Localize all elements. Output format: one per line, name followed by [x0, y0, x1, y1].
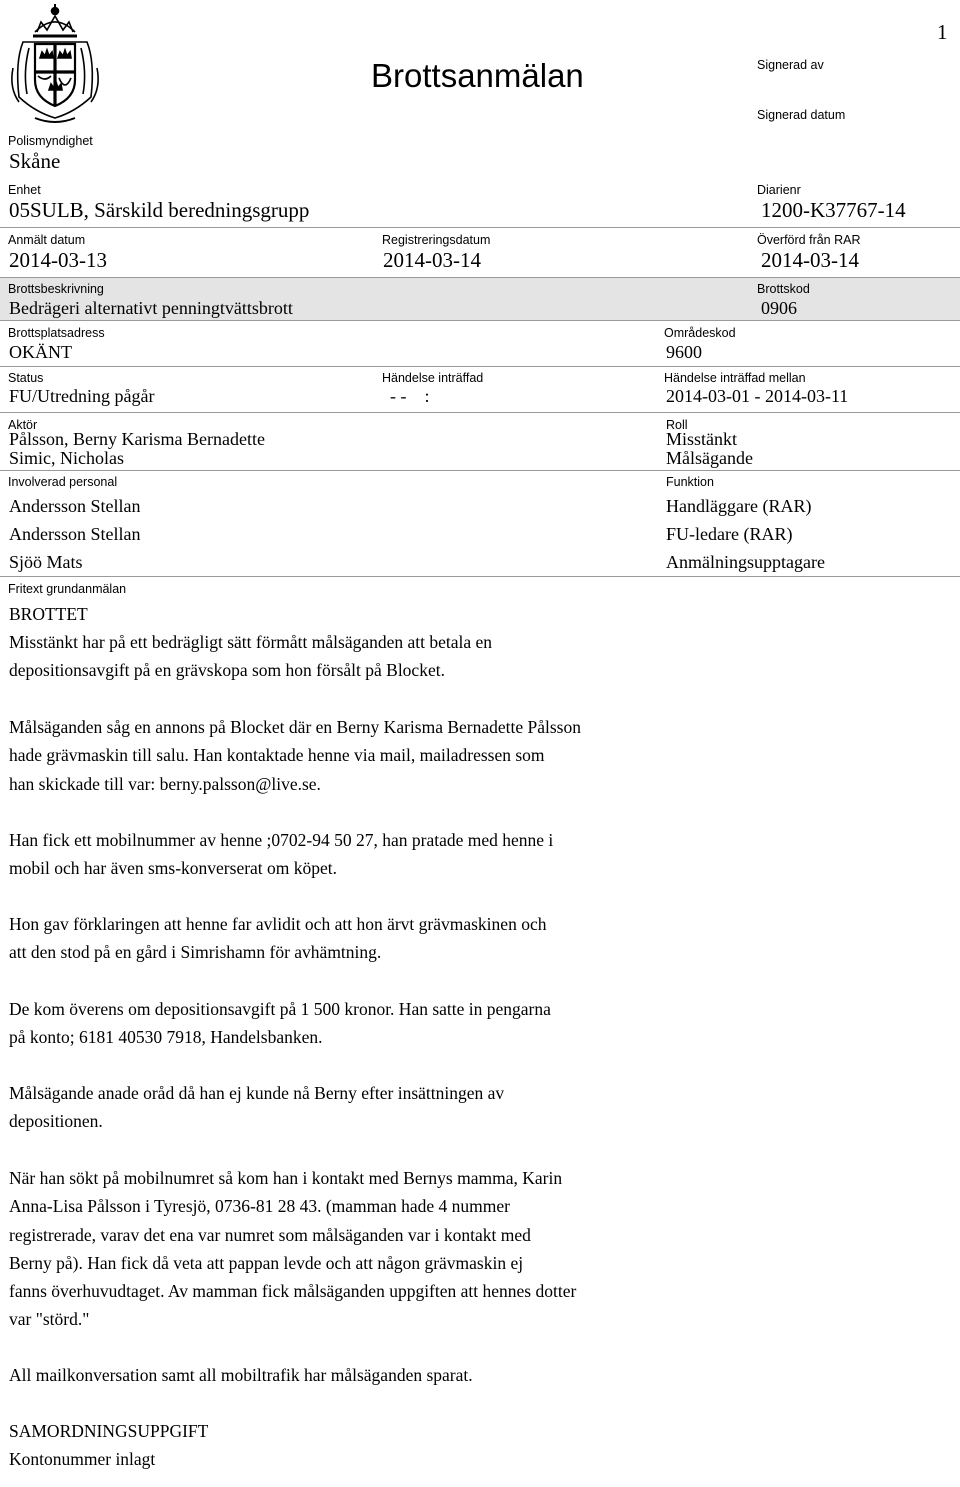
- paragraph: [9, 1361, 649, 1389]
- police-emblem-icon: [5, 2, 105, 128]
- registration-date-label: Registreringsdatum: [382, 233, 491, 247]
- paragraph: [9, 826, 649, 883]
- divider: [0, 277, 960, 278]
- reported-date-value: 2014-03-13: [9, 248, 107, 272]
- actor-name: Simic, Nicholas: [9, 448, 124, 468]
- text-line: Hon gav förklaringen att henne far avlidit och att hon ärvt grävmaskinen och: [9, 914, 547, 934]
- paragraph: [9, 1417, 649, 1474]
- text-line: på konto; 6181 40530 7918, Handelsbanken.: [9, 1027, 323, 1048]
- personnel-function: Anmälningsupptagare: [666, 552, 825, 572]
- text-line: De kom överens om depositionsavgift på 1 500 kronor. Han satte in pengarna: [9, 999, 551, 1019]
- text-line: Misstänkt har på ett bedrägligt sätt förmått målsäganden att betala en: [9, 632, 493, 652]
- personnel-function: Handläggare (RAR): [666, 496, 812, 516]
- actor-role: Målsägande: [666, 448, 753, 468]
- role-label: Roll: [666, 418, 688, 432]
- text-line: Målsäganden såg en annons på Blocket där en Berny Karisma Bernadette Pålsson: [9, 717, 581, 737]
- paragraph: [9, 995, 649, 1052]
- divider: [0, 412, 960, 413]
- paragraph: [9, 1079, 649, 1136]
- paragraph: [9, 910, 649, 967]
- paragraph: [9, 628, 649, 685]
- text-line: depositionsavgift på en grävskopa som hon försålt på Blocket.: [9, 660, 445, 681]
- event-occurred-value: - - :: [390, 386, 430, 406]
- personnel-function: FU-ledare (RAR): [666, 524, 793, 544]
- function-label: Funktion: [666, 475, 714, 489]
- area-code-label: Områdeskod: [664, 326, 736, 340]
- paragraph: [9, 713, 649, 798]
- authority-value: Skåne: [9, 149, 61, 173]
- crime-code-value: 0906: [761, 298, 797, 318]
- divider: [0, 227, 960, 228]
- freetext-heading: BROTTET: [9, 604, 88, 624]
- text-line: var "störd.": [9, 1309, 90, 1330]
- event-occurred-label: Händelse inträffad: [382, 371, 484, 385]
- personnel-label: Involverad personal: [8, 475, 118, 489]
- crime-description-value: Bedrägeri alternativt penningtvättsbrott: [9, 298, 293, 318]
- text-line: registrerade, varav det ena var numret som målsäganden var i kontakt med: [9, 1224, 531, 1245]
- personnel-name: Andersson Stellan: [9, 524, 141, 544]
- personnel-name: Sjöö Mats: [9, 552, 83, 572]
- text-line: Anna-Lisa Pålsson i Tyresjö, 0736-81 28 43. (mamman hade 4 nummer: [9, 1196, 511, 1217]
- divider: [0, 320, 960, 321]
- text-line: fanns överhuvudtaget. Av mamman fick målsäganden uppgiften att hennes dotter: [9, 1281, 577, 1302]
- actor-label: Aktör: [8, 418, 38, 432]
- text-line: Målsägande anade oråd då han ej kunde nå Berny efter insättningen av: [9, 1083, 505, 1103]
- text-line: När han sökt på mobilnumret så kom han i kontakt med Bernys mamma, Karin: [9, 1168, 563, 1188]
- unit-label: Enhet: [8, 183, 41, 197]
- signed-by-label: Signerad av: [757, 58, 824, 72]
- actor-name: Pålsson, Berny Karisma Bernadette: [9, 429, 265, 449]
- personnel-name: Andersson Stellan: [9, 496, 141, 516]
- text-line: att den stod på en gård i Simrishamn för avhämtning.: [9, 942, 382, 963]
- divider: [0, 366, 960, 367]
- crime-description-label: Brottsbeskrivning: [8, 282, 104, 296]
- text-line: depositionen.: [9, 1111, 103, 1132]
- reported-date-label: Anmält datum: [8, 233, 86, 247]
- page-number: 1: [937, 20, 948, 44]
- authority-label: Polismyndighet: [8, 134, 93, 148]
- text-line: All mailkonversation samt all mobiltrafik har målsäganden sparat.: [9, 1365, 473, 1385]
- divider: [0, 470, 960, 471]
- text-line: Han fick ett mobilnummer av henne ;0702-94 50 27, han pratade med henne i: [9, 830, 554, 850]
- divider: [0, 576, 960, 577]
- actor-role: Misstänkt: [666, 429, 738, 449]
- signed-date-label: Signerad datum: [757, 108, 846, 122]
- event-between-value: 2014-03-01 - 2014-03-11: [666, 386, 849, 406]
- area-code-value: 9600: [666, 342, 702, 362]
- crime-code-label: Brottskod: [757, 282, 810, 296]
- page-title: Brottsanmälan: [371, 57, 584, 94]
- event-between-label: Händelse inträffad mellan: [664, 371, 806, 385]
- paragraph: [9, 1164, 649, 1334]
- text-line: han skickade till var: berny.palsson@live.se.: [9, 773, 321, 794]
- registration-date-value: 2014-03-14: [383, 248, 481, 272]
- transferred-label: Överförd från RAR: [757, 233, 861, 247]
- transferred-value: 2014-03-14: [761, 248, 859, 272]
- text-line: hade grävmaskin till salu. Han kontaktade henne via mail, mailadressen som: [9, 745, 545, 766]
- freetext-label: Fritext grundanmälan: [8, 582, 127, 596]
- text-line: mobil och har även sms-konverserat om köpet.: [9, 858, 338, 879]
- diary-value: 1200-K37767-14: [761, 198, 906, 222]
- text-line: SAMORDNINGSUPPGIFT: [9, 1421, 209, 1441]
- status-value: FU/Utredning pågår: [9, 386, 155, 406]
- status-label: Status: [8, 371, 44, 385]
- crime-address-label: Brottsplatsadress: [8, 326, 105, 340]
- text-line: Kontonummer inlagt: [9, 1449, 156, 1470]
- text-line: Berny på). Han fick då veta att pappan levde och att någon grävmaskin ej: [9, 1252, 524, 1273]
- unit-value: 05SULB, Särskild beredningsgrupp: [9, 198, 310, 222]
- crime-address-value: OKÄNT: [9, 342, 72, 362]
- diary-label: Diarienr: [757, 183, 801, 197]
